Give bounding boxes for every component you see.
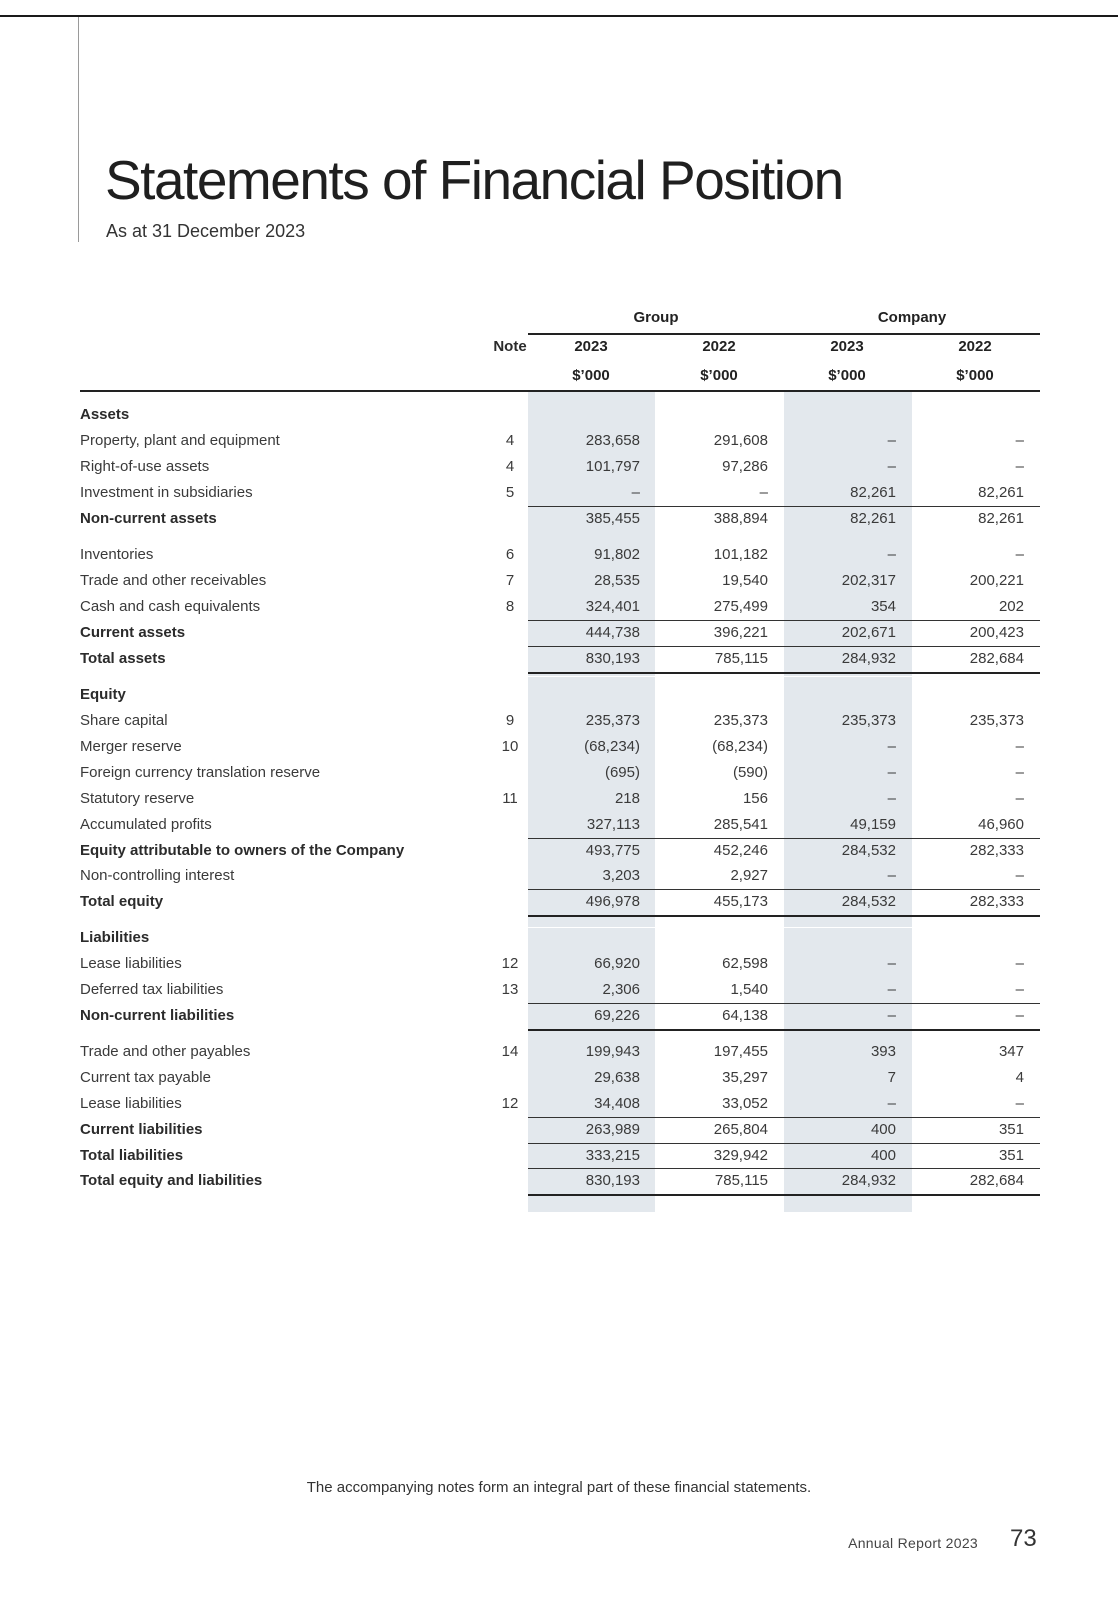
row-label: Assets [80,406,130,423]
row-label: Total liabilities [80,1147,184,1164]
row-label: Non-current assets [80,510,217,527]
row-value: 282,333 [969,893,1024,910]
row-note: 14 [501,1043,519,1060]
note-header: Note [493,338,527,355]
row-value: 202 [998,598,1024,615]
col-year: 2023 [830,338,864,355]
row-value: 2,306 [602,981,640,998]
row-value: 29,638 [594,1069,640,1086]
row-value: 64,138 [722,1007,768,1024]
row-value: 3,203 [602,867,640,884]
row-value: 263,989 [585,1121,640,1138]
row-value: – [1015,790,1024,807]
row-label: Current liabilities [80,1121,203,1138]
row-label: Current tax payable [80,1069,211,1086]
row-value: 284,932 [841,650,896,667]
row-value: 62,598 [722,955,768,972]
row-value: – [1015,955,1024,972]
group-header: Group [633,309,679,326]
row-value: 785,115 [714,1172,768,1189]
col-year: 2023 [574,338,608,355]
row-label: Accumulated profits [80,816,212,833]
table-row [0,542,1118,568]
row-label: Trade and other payables [80,1043,251,1060]
row-value: 785,115 [714,650,768,667]
row-value: 493,775 [585,842,640,859]
row-value: 34,408 [594,1095,640,1112]
row-label: Total equity and liabilities [80,1172,263,1189]
top-rule [0,15,1118,17]
report-label: Annual Report 2023 [848,1535,978,1551]
row-value: 282,333 [969,842,1024,859]
row-value: 329,942 [713,1147,768,1164]
side-rule [78,17,79,242]
table-row [0,568,1118,594]
row-value: – [887,546,896,563]
row-label: Equity attributable to owners of the Company [80,842,405,859]
row-label: Investment in subsidiaries [80,484,253,501]
table-row [0,925,1118,951]
row-value: – [1015,432,1024,449]
row-value: 91,802 [594,546,640,563]
table-row [0,786,1118,812]
table-row [0,838,1118,864]
table-row [0,1039,1118,1065]
row-value: 284,532 [841,893,896,910]
row-label: Non-current liabilities [80,1007,235,1024]
company-header: Company [877,309,947,326]
row-value: 101,182 [713,546,768,563]
table-row [0,1117,1118,1143]
row-value: 197,455 [713,1043,768,1060]
row-value: 455,173 [713,893,768,910]
table-row [0,1143,1118,1169]
row-value: 156 [742,790,768,807]
row-label: Right-of-use assets [80,458,210,475]
row-value: 285,541 [713,816,768,833]
row-label: Statutory reserve [80,790,195,807]
row-value: – [887,738,896,755]
row-note: 13 [501,981,519,998]
row-value: – [887,764,896,781]
row-value: 97,286 [722,458,768,475]
row-value: – [887,432,896,449]
row-value: 354 [870,598,896,615]
row-value: 49,159 [850,816,896,833]
row-value: 235,373 [969,712,1024,729]
row-value: 66,920 [594,955,640,972]
row-label: Trade and other receivables [80,572,267,589]
row-value: 452,246 [713,842,768,859]
row-value: 82,261 [978,510,1024,527]
row-note: 12 [501,955,519,972]
row-value: 101,797 [585,458,640,475]
row-note: 11 [502,790,518,807]
table-row [0,594,1118,620]
row-value: – [887,955,896,972]
row-value: – [887,790,896,807]
page-title: Statements of Financial Position [105,149,843,211]
row-value: – [1015,738,1024,755]
col-unit: $’000 [956,367,994,384]
row-value: 46,960 [978,816,1024,833]
row-value: 282,684 [969,1172,1024,1189]
row-value: – [887,1095,896,1112]
row-value: 347 [998,1043,1024,1060]
row-value: 202,671 [841,624,896,641]
table-row [0,708,1118,734]
row-value: 35,297 [722,1069,768,1086]
row-value: – [631,484,640,501]
table-row [0,402,1118,428]
col-unit: $’000 [572,367,610,384]
table-row [0,1065,1118,1091]
row-label: Deferred tax liabilities [80,981,224,998]
row-value: 327,113 [586,816,640,833]
row-value: 400 [870,1121,896,1138]
table-row [0,1168,1118,1194]
row-value: (68,234) [712,738,768,755]
row-label: Current assets [80,624,186,641]
row-label: Cash and cash equivalents [80,598,261,615]
row-label: Merger reserve [80,738,182,755]
table-row [0,977,1118,1003]
footnote: The accompanying notes form an integral part of these financial statements. [306,1479,812,1496]
row-value: 235,373 [585,712,640,729]
table-row [0,454,1118,480]
table-row [0,480,1118,506]
row-value: 388,894 [713,510,768,527]
table-row [0,863,1118,889]
row-value: 69,226 [594,1007,640,1024]
row-value: – [887,458,896,475]
col-unit: $’000 [700,367,738,384]
page-number: 73 [1010,1525,1037,1552]
row-value: – [1015,1007,1024,1024]
row-value: 33,052 [722,1095,768,1112]
row-label: Share capital [80,712,168,729]
row-value: (695) [604,764,640,781]
row-value: 7 [887,1069,896,1086]
row-label: Lease liabilities [80,955,182,972]
row-value: 496,978 [585,893,640,910]
col-year: 2022 [958,338,992,355]
row-value: 1,540 [730,981,768,998]
row-note: 4 [505,458,515,475]
page-subtitle: As at 31 December 2023 [106,221,306,241]
row-value: 235,373 [713,712,768,729]
row-note: 4 [505,432,515,449]
row-value: 444,738 [585,624,640,641]
row-value: 19,540 [722,572,768,589]
row-value: 284,932 [841,1172,896,1189]
row-label: Total equity [80,893,164,910]
row-value: 82,261 [978,484,1024,501]
row-value: – [887,981,896,998]
row-value: 275,499 [713,598,768,615]
row-label: Property, plant and equipment [80,432,280,449]
row-label: Foreign currency translation reserve [80,764,321,781]
row-value: 283,658 [585,432,640,449]
row-value: 291,608 [713,432,768,449]
row-value: – [887,1007,896,1024]
table-row [0,812,1118,838]
row-label: Equity [80,686,126,703]
row-value: – [1015,867,1024,884]
table-row [0,951,1118,977]
row-value: 393 [870,1043,896,1060]
row-note: 12 [501,1095,519,1112]
row-value: 82,261 [850,510,896,527]
row-note: 9 [505,712,515,729]
row-value: 202,317 [841,572,896,589]
row-value: – [1015,546,1024,563]
row-value: 351 [998,1147,1024,1164]
row-value: 82,261 [850,484,896,501]
row-label: Liabilities [80,929,150,946]
row-value: 200,221 [969,572,1024,589]
row-label: Lease liabilities [80,1095,182,1112]
row-value: (68,234) [584,738,640,755]
row-note: 7 [505,572,515,589]
company-header-rule [784,333,1040,335]
row-value: – [759,484,768,501]
row-note: 5 [505,484,515,501]
row-value: 4 [1015,1069,1024,1086]
row-value: – [887,867,896,884]
table-row [0,682,1118,708]
row-value: 400 [870,1147,896,1164]
row-value: 282,684 [969,650,1024,667]
table-row [0,1091,1118,1117]
row-value: – [1015,1095,1024,1112]
row-value: 265,804 [713,1121,768,1138]
row-value: 284,532 [841,842,896,859]
row-value: 199,943 [585,1043,640,1060]
col-unit: $’000 [828,367,866,384]
table-row [0,428,1118,454]
row-value: 324,401 [585,598,640,615]
row-value: 218 [614,790,640,807]
group-header-rule [528,333,784,335]
table-row [0,734,1118,760]
row-note: 10 [501,738,519,755]
row-value: – [1015,981,1024,998]
table-row [0,889,1118,915]
row-value: 2,927 [730,867,768,884]
row-value: 396,221 [713,624,768,641]
table-row [0,760,1118,786]
row-note: 6 [505,546,515,563]
row-note: 8 [505,598,515,615]
row-value: 830,193 [585,1172,640,1189]
row-value: 28,535 [594,572,640,589]
row-value: – [1015,764,1024,781]
header-rule [80,390,1040,392]
row-label: Non-controlling interest [80,867,235,884]
row-value: 385,455 [585,510,640,527]
row-label: Total assets [80,650,166,667]
table-row [0,1003,1118,1029]
row-value: 830,193 [585,650,640,667]
row-value: (590) [732,764,768,781]
table-row [0,620,1118,646]
row-value: 235,373 [841,712,896,729]
table-row [0,506,1118,532]
col-year: 2022 [702,338,736,355]
row-value: – [1015,458,1024,475]
row-value: 200,423 [969,624,1024,641]
row-label: Inventories [80,546,154,563]
table-row [0,646,1118,672]
row-value: 351 [998,1121,1024,1138]
row-value: 333,215 [585,1147,640,1164]
